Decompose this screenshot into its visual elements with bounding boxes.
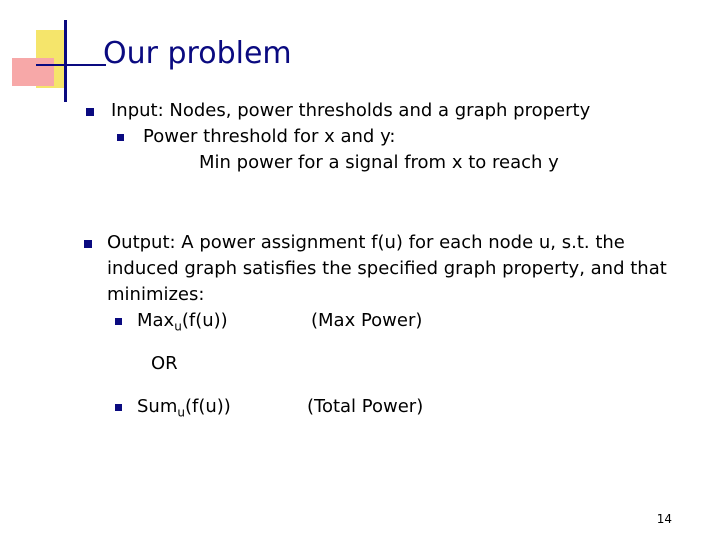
logo-vertical-line bbox=[64, 20, 67, 102]
output-line-2: induced graph satisfies the specified graph property, and that bbox=[107, 258, 667, 279]
sum-label: (Total Power) bbox=[307, 396, 424, 417]
page-number: 14 bbox=[656, 512, 672, 526]
slide-title: Our problem bbox=[103, 36, 292, 71]
square-bullet-icon bbox=[115, 404, 122, 411]
sum-expression bbox=[137, 394, 231, 426]
square-bullet-icon bbox=[86, 108, 94, 116]
max-suffix: (f(u)) bbox=[181, 310, 228, 331]
square-bullet-icon bbox=[115, 318, 122, 325]
output-line-3: minimizes: bbox=[107, 284, 205, 305]
input-sub-detail: Min power for a signal from x to reach y bbox=[199, 152, 559, 173]
max-subscript: u bbox=[174, 319, 182, 334]
max-label: (Max Power) bbox=[311, 310, 423, 331]
logo-pink-block bbox=[12, 58, 54, 86]
square-bullet-icon bbox=[117, 134, 124, 141]
or-text: OR bbox=[151, 353, 178, 374]
sum-subscript: u bbox=[177, 405, 185, 420]
logo-horizontal-line bbox=[36, 64, 106, 66]
sum-suffix: (f(u)) bbox=[184, 396, 231, 417]
input-text: Input: Nodes, power thresholds and a graph property bbox=[111, 100, 591, 121]
input-sub-bullet: Power threshold for x and y: bbox=[143, 126, 396, 147]
square-bullet-icon bbox=[84, 240, 92, 248]
sum-prefix: Sum bbox=[137, 396, 178, 417]
output-line-1: Output: A power assignment f(u) for each node u, s.t. the bbox=[107, 232, 625, 253]
max-prefix: Max bbox=[137, 310, 175, 331]
max-expression bbox=[137, 308, 228, 340]
